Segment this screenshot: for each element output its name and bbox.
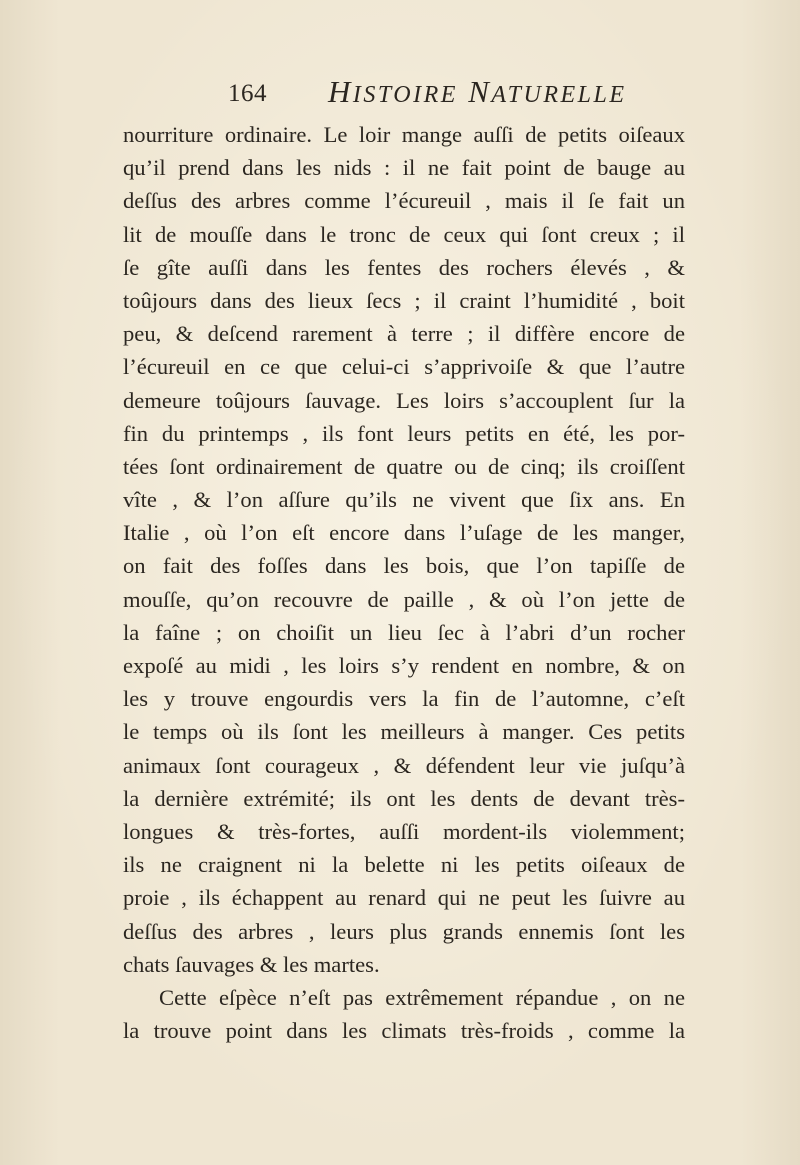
text-line: la dernière extrémité; ils ont les dents de devant très- [123, 785, 685, 811]
text-line: animaux ſont courageux , & défendent leur vie juſqu’à [123, 752, 685, 778]
body-text [123, 118, 685, 1047]
text-line: lit de mouſſe dans le tronc de ceux qui ſont creux ; il [123, 221, 685, 247]
running-title [328, 74, 627, 110]
text-line: tées ſont ordinairement de quatre ou de cinq; ils croiſſent [123, 453, 685, 479]
text-line: longues & très-fortes, auſſi mordent-ils violemment; [123, 818, 685, 844]
page-number: 164 [228, 80, 267, 107]
text-line: proie , ils échappent au renard qui ne peut les ſuivre au [123, 885, 685, 911]
running-title-rest-1: ISTOIRE [352, 82, 458, 108]
text-line: deſſus des arbres comme l’écureuil , mais il ſe fait un [123, 188, 685, 214]
text-line: l’écureuil en ce que celui-ci s’apprivoiſe & que l’autre [123, 354, 685, 380]
text-line: ils ne craignent ni la belette ni les petits oiſeaux de [123, 852, 685, 878]
text-line: toûjours dans des lieux ſecs ; il craint l’humidité , boit [123, 287, 685, 313]
text-line: les y trouve engourdis vers la fin de l’automne, c’eſt [123, 686, 685, 712]
text-line: expoſé au midi , les loirs s’y rendent en nombre, & on [123, 653, 685, 678]
text-line: mouſſe, qu’on recouvre de paille , & où l’on jette de [123, 586, 685, 612]
running-title-initial-2: N [468, 74, 492, 109]
text-line: vîte , & l’on aſſure qu’ils ne vivent que ſix ans. En [123, 487, 685, 513]
text-line: deſſus des arbres , leurs plus grands ennemis ſont les [123, 918, 685, 944]
text-line: Italie , où l’on eſt encore dans l’uſage de les manger, [123, 520, 685, 546]
text-line: fin du printemps , ils font leurs petits en été, les por- [123, 420, 685, 446]
text-line: peu, & deſcend rarement à terre ; il diffère encore de [123, 321, 685, 347]
page-header [228, 74, 668, 118]
running-title-rest-2: ATURELLE [491, 82, 627, 108]
text-line: demeure toûjours ſauvage. Les loirs s’accouplent ſur la [123, 387, 685, 413]
text-line: la trouve point dans les climats très-froids , comme la [123, 1018, 685, 1044]
text-line: la faîne ; on choiſit un lieu ſec à l’abri d’un rocher [123, 619, 685, 645]
text-line: nourriture ordinaire. Le loir mange auſſi de petits oiſeaux [123, 122, 685, 147]
text-line: le temps où ils ſont les meilleurs à manger. Ces petits [123, 719, 685, 745]
paragraph-end-line: chats ſauvages & les martes. [123, 951, 380, 977]
paragraph-start-line: Cette eſpèce n’eſt pas extrêmement répandue , on ne [159, 984, 685, 1010]
running-title-initial-1: H [328, 74, 353, 109]
text-line: ſe gîte auſſi dans les fentes des rochers élevés , & [123, 254, 685, 280]
text-line: qu’il prend dans les nids : il ne fait point de bauge au [123, 155, 685, 181]
text-line: on fait des foſſes dans les bois, que l’on tapiſſe de [123, 553, 685, 579]
